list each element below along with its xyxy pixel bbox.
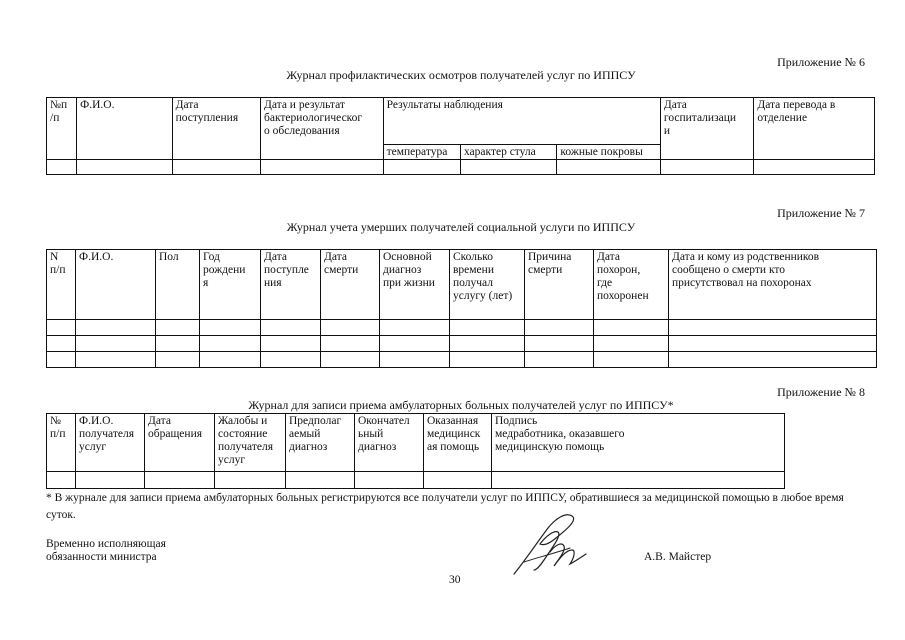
col-number [47, 250, 76, 320]
empty-cell [47, 336, 76, 352]
col-transfer-date [754, 98, 875, 160]
header-line: №п [50, 99, 68, 111]
table-row [47, 472, 785, 489]
header-line: услугу (лет) [453, 290, 513, 302]
appendix-7-title: Журнал учета умерших получателей социальной услуги по ИППСУ [286, 220, 636, 234]
header-line: Ф.И.О. [80, 99, 115, 111]
empty-cell [156, 320, 200, 336]
empty-cell [754, 160, 875, 175]
header-line: Результаты наблюдения [386, 99, 503, 111]
col-number [47, 98, 77, 160]
table-row [47, 160, 875, 175]
header-line: отделение [757, 112, 808, 124]
appendix-8-title: Журнал для записи приема амбулаторных больных получателей услуг по ИППСУ* [248, 398, 674, 412]
empty-cell [261, 352, 321, 368]
header-line: Предполаг [289, 415, 342, 427]
header-line: Жалобы и [218, 415, 268, 427]
header-line: диагноз [383, 264, 422, 276]
signatory-position-line-2: обязанности министра [46, 551, 157, 563]
col-number [47, 414, 76, 472]
header-line: Дата и результат [264, 99, 345, 111]
subcol-stool: характер стула [460, 145, 556, 160]
col-relatives-notified [669, 250, 877, 320]
col-burial-date-place [594, 250, 669, 320]
col-final-diagnosis [355, 414, 424, 472]
header-line: услуг [79, 441, 107, 453]
header-line: ния [264, 277, 282, 289]
col-medical-aid [424, 414, 492, 472]
empty-cell [380, 336, 450, 352]
empty-cell [525, 320, 594, 336]
empty-cell [321, 336, 380, 352]
col-visit-date [145, 414, 215, 472]
empty-cell [660, 160, 753, 175]
header-line: Ф.И.О. [79, 251, 114, 263]
header-line: смерти [528, 264, 563, 276]
empty-cell [261, 336, 321, 352]
header-line: Дата [264, 251, 287, 263]
header-line: госпитализаци [663, 112, 737, 124]
header-line: ьный [358, 428, 384, 440]
signatory-position-line-1: Временно исполняющая [46, 538, 166, 550]
empty-cell [156, 336, 200, 352]
col-presumed-diagnosis [286, 414, 355, 472]
header-line: я [203, 277, 209, 289]
header-line: Дата [175, 99, 199, 111]
header-line: N [50, 251, 59, 263]
empty-cell [424, 472, 492, 489]
empty-cell [261, 160, 384, 175]
header-line: п/п [50, 264, 66, 276]
col-admission-date [172, 98, 260, 160]
col-observation-results [383, 98, 660, 145]
header-line: Дата и кому из родственников [672, 251, 820, 263]
empty-cell [594, 336, 669, 352]
empty-cell [145, 472, 215, 489]
header-line: Дата перевода в [757, 99, 836, 111]
col-birth-year [200, 250, 261, 320]
subcol-skin: кожные покровы [557, 145, 661, 160]
header-line: получателя [218, 441, 273, 453]
header-line: Сколько [453, 251, 494, 263]
empty-cell [383, 160, 460, 175]
empty-cell [47, 352, 76, 368]
header-line: поступле [264, 264, 309, 276]
empty-cell [669, 336, 877, 352]
header-line: присутствовал на похоронах [672, 277, 812, 289]
header-line: /п [50, 112, 60, 124]
appendix-6-title: Журнал профилактических осмотров получателей услуг по ИППСУ [286, 68, 636, 82]
header-line: п/п [50, 428, 66, 440]
header-line: о обследования [264, 125, 340, 137]
preventive-exam-journal-table [46, 97, 875, 175]
subcol-temperature: температура [383, 145, 460, 160]
empty-cell [321, 352, 380, 368]
empty-cell [200, 336, 261, 352]
header-line: аемый [289, 428, 321, 440]
empty-cell [261, 320, 321, 336]
col-death-date [321, 250, 380, 320]
empty-cell [525, 352, 594, 368]
empty-cell [47, 160, 77, 175]
col-service-duration [450, 250, 525, 320]
empty-cell [200, 320, 261, 336]
empty-cell [557, 160, 661, 175]
col-full-name [76, 414, 145, 472]
empty-cell [47, 320, 76, 336]
empty-cell [380, 320, 450, 336]
header-line: медицинск [427, 428, 481, 440]
empty-cell [594, 352, 669, 368]
appendix-6-label: Приложение № 6 [777, 55, 865, 69]
header-line: похорон, [597, 264, 641, 276]
empty-cell [525, 336, 594, 352]
empty-cell [450, 336, 525, 352]
header-line: Подпись [495, 415, 538, 427]
col-main-diagnosis [380, 250, 450, 320]
col-signature [492, 414, 785, 472]
outpatient-journal-table [46, 413, 785, 489]
header-line: ая помощь [427, 441, 480, 453]
empty-cell [450, 320, 525, 336]
table-row [47, 352, 877, 368]
empty-cell [215, 472, 286, 489]
header-line: диагноз [358, 441, 397, 453]
header-line: получателя [79, 428, 134, 440]
header-line: поступления [175, 112, 239, 124]
empty-cell [594, 320, 669, 336]
header-line: при жизни [383, 277, 435, 289]
header-line: и [663, 125, 671, 137]
header-line: рождени [203, 264, 246, 276]
empty-cell [380, 352, 450, 368]
handwritten-signature [500, 508, 590, 582]
header-line: где [597, 277, 613, 289]
header-line: времени [453, 264, 494, 276]
header-line: получал [453, 277, 493, 289]
header-line: Оказанная [427, 415, 479, 427]
header-line: Причина [528, 251, 572, 263]
col-bacteriological-test [261, 98, 384, 160]
table-row [47, 336, 877, 352]
empty-cell [286, 472, 355, 489]
col-hospitalization-date [660, 98, 753, 160]
empty-cell [172, 160, 260, 175]
empty-cell [76, 472, 145, 489]
header-line: Год [203, 251, 220, 263]
footnote: * В журнале для записи приема амбулаторных больных регистрируются все получатели услуг по ИППСУ, обратившиеся за медицинской помощью в любое время суток. [46, 492, 844, 521]
header-line: медицинскую помощь [495, 441, 605, 453]
col-complaints [215, 414, 286, 472]
col-full-name [76, 250, 156, 320]
empty-cell [77, 160, 172, 175]
deceased-journal-table [46, 249, 877, 368]
col-admission-date [261, 250, 321, 320]
header-line: Основной [383, 251, 432, 263]
header-line: похоронен [597, 290, 649, 302]
appendix-8-label: Приложение № 8 [777, 385, 865, 399]
header-line: диагноз [289, 441, 328, 453]
empty-cell [669, 352, 877, 368]
header-line: бактериологическог [264, 112, 363, 124]
header-line: обращения [148, 428, 203, 440]
empty-cell [200, 352, 261, 368]
header-line: смерти [324, 264, 359, 276]
header-line: № [50, 415, 61, 427]
header-line: Дата [597, 251, 620, 263]
empty-cell [47, 472, 76, 489]
empty-cell [450, 352, 525, 368]
page-number: 30 [449, 574, 461, 586]
col-sex [156, 250, 200, 320]
col-full-name [77, 98, 172, 160]
header-line: услуг [218, 454, 246, 466]
header-line: Дата [663, 99, 687, 111]
empty-cell [321, 320, 380, 336]
empty-cell [76, 320, 156, 336]
appendix-7-label: Приложение № 7 [777, 206, 865, 220]
empty-cell [492, 472, 785, 489]
header-line: медработника, оказавшего [495, 428, 625, 440]
col-cause-of-death [525, 250, 594, 320]
header-line: Дата [324, 251, 347, 263]
signatory-name: А.В. Майстер [644, 551, 712, 563]
header-line: сообщено о смерти кто [672, 264, 786, 276]
empty-cell [460, 160, 556, 175]
header-line: состояние [218, 428, 268, 440]
empty-cell [669, 320, 877, 336]
header-line: Дата [148, 415, 171, 427]
empty-cell [355, 472, 424, 489]
header-line: Пол [159, 251, 179, 263]
empty-cell [76, 352, 156, 368]
table-row [47, 320, 877, 336]
empty-cell [156, 352, 200, 368]
header-line: Окончател [358, 415, 410, 427]
empty-cell [76, 336, 156, 352]
header-line: Ф.И.О. [79, 415, 114, 427]
